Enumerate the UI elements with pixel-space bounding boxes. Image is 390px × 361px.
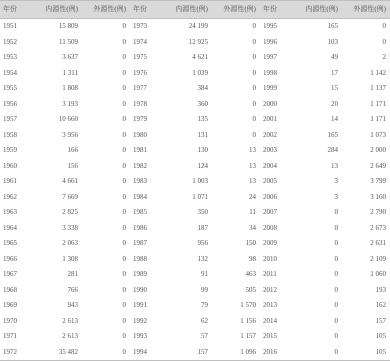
domestic-cell: 156 bbox=[67, 161, 78, 170]
domestic-cell: 131 bbox=[197, 130, 208, 139]
domestic-cell: 360 bbox=[197, 99, 208, 108]
table-row bbox=[0, 283, 390, 299]
year-cell: 2011 bbox=[263, 270, 277, 278]
table-row bbox=[0, 345, 390, 361]
table-header-row bbox=[0, 1, 390, 19]
year-cell: 2000 bbox=[263, 99, 277, 108]
foreign-cell: 0 bbox=[122, 316, 126, 325]
foreign-cell: 3 160 bbox=[370, 192, 386, 201]
year-cell: 2009 bbox=[263, 239, 277, 247]
domestic-cell: 284 bbox=[327, 146, 338, 154]
table-row bbox=[0, 252, 390, 268]
header-foreign: 外源性(例) bbox=[212, 1, 260, 19]
foreign-cell: 13 bbox=[249, 146, 256, 154]
year-cell: 1969 bbox=[3, 301, 17, 309]
domestic-cell: 956 bbox=[197, 239, 208, 247]
foreign-cell: 0 bbox=[122, 99, 126, 108]
foreign-cell: 0 bbox=[122, 161, 126, 170]
year-cell: 1976 bbox=[133, 68, 147, 77]
domestic-cell: 4 661 bbox=[62, 177, 78, 185]
domestic-cell: 24 199 bbox=[188, 22, 208, 30]
year-cell: 1997 bbox=[263, 53, 277, 61]
domestic-cell: 2 613 bbox=[62, 316, 78, 325]
domestic-cell: 281 bbox=[67, 270, 78, 278]
year-cell: 1995 bbox=[263, 22, 277, 30]
domestic-cell: 35 482 bbox=[38, 345, 82, 361]
table-row bbox=[0, 205, 390, 221]
table-row bbox=[0, 19, 390, 35]
year-cell: 1953 bbox=[3, 53, 17, 61]
foreign-cell: 11 bbox=[249, 208, 256, 216]
table-row bbox=[0, 267, 390, 283]
year-cell: 1979 bbox=[133, 115, 147, 123]
year-cell: 1958 bbox=[3, 130, 17, 139]
table-row bbox=[0, 236, 390, 252]
table-row bbox=[0, 329, 390, 345]
foreign-cell: 0 bbox=[122, 192, 126, 201]
header-foreign: 外源性(例) bbox=[82, 1, 130, 19]
year-cell: 1990 bbox=[133, 285, 147, 294]
header-year: 年份 bbox=[260, 1, 298, 19]
foreign-cell: 505 bbox=[245, 285, 256, 294]
year-cell: 1957 bbox=[3, 115, 17, 123]
domestic-cell: 0 bbox=[334, 239, 338, 247]
year-cell: 2014 bbox=[263, 316, 277, 325]
year-cell: 1975 bbox=[133, 53, 147, 61]
domestic-cell: 2 063 bbox=[62, 239, 78, 247]
year-cell: 1965 bbox=[3, 239, 17, 247]
domestic-cell: 943 bbox=[67, 301, 78, 309]
year-cell: 1986 bbox=[133, 223, 147, 232]
domestic-cell: 62 bbox=[201, 316, 208, 325]
year-cell: 1987 bbox=[133, 239, 147, 247]
table-row bbox=[0, 314, 390, 330]
foreign-cell: 105 bbox=[375, 332, 386, 340]
year-cell: 1996 bbox=[263, 37, 277, 46]
year-cell: 2010 bbox=[263, 254, 277, 263]
domestic-cell: 3 bbox=[334, 177, 338, 185]
domestic-cell: 1 071 bbox=[192, 192, 208, 201]
table-row bbox=[0, 81, 390, 97]
year-cell: 2013 bbox=[263, 301, 277, 309]
domestic-cell: 4 621 bbox=[192, 53, 208, 61]
foreign-cell: 1 570 bbox=[240, 301, 256, 309]
foreign-cell: 0 bbox=[122, 285, 126, 294]
foreign-cell: 2 673 bbox=[370, 223, 386, 232]
year-cell: 2012 bbox=[263, 285, 277, 294]
foreign-cell: 0 bbox=[122, 53, 126, 61]
domestic-cell: 130 bbox=[197, 146, 208, 154]
year-cell: 1988 bbox=[133, 254, 147, 263]
foreign-cell: 0 bbox=[122, 332, 126, 340]
foreign-cell: 0 bbox=[382, 22, 386, 30]
foreign-cell: 0 bbox=[382, 37, 386, 46]
foreign-cell: 0 bbox=[252, 115, 256, 123]
header-foreign: 外源性(例) bbox=[342, 1, 390, 19]
year-cell: 2016 bbox=[260, 345, 298, 361]
table-row bbox=[0, 66, 390, 82]
year-cell: 1977 bbox=[133, 84, 147, 92]
table-row bbox=[0, 35, 390, 51]
foreign-cell: 1 060 bbox=[370, 270, 386, 278]
domestic-cell: 0 bbox=[334, 332, 338, 340]
foreign-cell: 24 bbox=[249, 192, 256, 201]
year-cell: 2001 bbox=[263, 115, 277, 123]
domestic-cell: 0 bbox=[334, 223, 338, 232]
year-cell: 2005 bbox=[263, 177, 277, 185]
year-cell: 1971 bbox=[3, 332, 17, 340]
year-cell: 1980 bbox=[133, 130, 147, 139]
foreign-cell: 0 bbox=[122, 223, 126, 232]
header-domestic: 内源性(例) bbox=[298, 1, 342, 19]
year-cell: 1960 bbox=[3, 161, 17, 170]
foreign-cell: 2 649 bbox=[370, 161, 386, 170]
domestic-cell: 3 bbox=[334, 192, 338, 201]
table-row bbox=[0, 159, 390, 175]
foreign-cell: 0 bbox=[122, 208, 126, 216]
year-cell: 1967 bbox=[3, 270, 17, 278]
year-cell: 1956 bbox=[3, 99, 17, 108]
foreign-cell: 1 171 bbox=[370, 99, 386, 108]
table-row bbox=[0, 190, 390, 206]
foreign-cell: 0 bbox=[122, 115, 126, 123]
year-cell: 1973 bbox=[133, 22, 147, 30]
year-cell: 1952 bbox=[3, 37, 17, 46]
domestic-cell: 12 925 bbox=[188, 37, 208, 46]
foreign-cell: 0 bbox=[122, 22, 126, 30]
year-cell: 1959 bbox=[3, 146, 17, 154]
foreign-cell: 150 bbox=[245, 239, 256, 247]
foreign-cell: 2 631 bbox=[370, 239, 386, 247]
domestic-cell: 0 bbox=[334, 285, 338, 294]
table-row bbox=[0, 112, 390, 128]
foreign-cell: 1 096 bbox=[212, 345, 260, 361]
foreign-cell: 0 bbox=[252, 84, 256, 92]
domestic-cell: 10 660 bbox=[58, 115, 78, 123]
foreign-cell: 0 bbox=[122, 301, 126, 309]
foreign-cell: 0 bbox=[122, 239, 126, 247]
domestic-cell: 14 bbox=[331, 115, 338, 123]
table-row bbox=[0, 298, 390, 314]
domestic-cell: 135 bbox=[197, 115, 208, 123]
domestic-cell: 79 bbox=[201, 301, 208, 309]
domestic-cell: 20 bbox=[331, 99, 338, 108]
foreign-cell: 34 bbox=[249, 223, 256, 232]
domestic-cell: 49 bbox=[331, 53, 338, 61]
year-cell: 1963 bbox=[3, 208, 17, 216]
foreign-cell: 1 157 bbox=[240, 332, 256, 340]
domestic-cell: 0 bbox=[334, 301, 338, 309]
year-cell: 1984 bbox=[133, 192, 147, 201]
table-row bbox=[0, 97, 390, 113]
domestic-cell: 1 311 bbox=[62, 68, 78, 77]
foreign-cell: 1 137 bbox=[370, 84, 386, 92]
table-row bbox=[0, 221, 390, 237]
domestic-cell: 350 bbox=[197, 208, 208, 216]
domestic-cell: 1 039 bbox=[192, 68, 208, 77]
year-cell: 1968 bbox=[3, 285, 17, 294]
foreign-cell: 3 799 bbox=[370, 177, 386, 185]
domestic-cell: 157 bbox=[168, 345, 212, 361]
header-year: 年份 bbox=[130, 1, 168, 19]
year-cell: 1993 bbox=[133, 332, 147, 340]
domestic-cell: 0 bbox=[298, 345, 342, 361]
foreign-cell: 0 bbox=[122, 68, 126, 77]
year-cell: 1961 bbox=[3, 177, 17, 185]
foreign-cell: 463 bbox=[245, 270, 256, 278]
year-cell: 1985 bbox=[133, 208, 147, 216]
year-cell: 1994 bbox=[130, 345, 168, 361]
year-cell: 1991 bbox=[133, 301, 147, 309]
domestic-cell: 766 bbox=[67, 285, 78, 294]
foreign-cell: 0 bbox=[252, 53, 256, 61]
year-cell: 1970 bbox=[3, 316, 17, 325]
foreign-cell: 13 bbox=[249, 161, 256, 170]
foreign-cell: 0 bbox=[252, 37, 256, 46]
foreign-cell: 0 bbox=[122, 130, 126, 139]
foreign-cell: 2 bbox=[382, 53, 386, 61]
foreign-cell: 0 bbox=[122, 146, 126, 154]
domestic-cell: 166 bbox=[67, 146, 78, 154]
table-row bbox=[0, 143, 390, 159]
foreign-cell: 2 109 bbox=[370, 254, 386, 263]
foreign-cell: 0 bbox=[122, 177, 126, 185]
domestic-cell: 3 193 bbox=[62, 99, 78, 108]
year-cell: 2004 bbox=[263, 161, 277, 170]
domestic-cell: 3 956 bbox=[62, 130, 78, 139]
year-cell: 1954 bbox=[3, 68, 17, 77]
domestic-cell: 57 bbox=[201, 332, 208, 340]
year-cell: 2015 bbox=[263, 332, 277, 340]
table-row bbox=[0, 174, 390, 190]
year-cell: 2003 bbox=[263, 146, 277, 154]
foreign-cell: 0 bbox=[122, 254, 126, 263]
foreign-cell: 0 bbox=[122, 84, 126, 92]
foreign-cell: 0 bbox=[252, 68, 256, 77]
foreign-cell: 1 142 bbox=[370, 68, 386, 77]
domestic-cell: 15 809 bbox=[58, 22, 78, 30]
foreign-cell: 0 bbox=[82, 345, 130, 361]
domestic-cell: 3 338 bbox=[62, 223, 78, 232]
domestic-cell: 0 bbox=[334, 270, 338, 278]
year-cell: 1999 bbox=[263, 84, 277, 92]
year-cell: 2008 bbox=[263, 223, 277, 232]
domestic-cell: 0 bbox=[334, 208, 338, 216]
foreign-cell: 0 bbox=[122, 37, 126, 46]
foreign-cell: 193 bbox=[375, 285, 386, 294]
foreign-cell: 162 bbox=[375, 301, 386, 309]
year-cell: 1955 bbox=[3, 84, 17, 92]
header-domestic: 内源性(例) bbox=[168, 1, 212, 19]
header-year: 年份 bbox=[0, 1, 38, 19]
year-cell: 1962 bbox=[3, 192, 17, 201]
foreign-cell: 105 bbox=[342, 345, 390, 361]
year-cell: 1964 bbox=[3, 223, 17, 232]
year-cell: 2006 bbox=[263, 192, 277, 201]
domestic-cell: 165 bbox=[327, 130, 338, 139]
domestic-cell: 0 bbox=[334, 316, 338, 325]
domestic-cell: 384 bbox=[197, 84, 208, 92]
year-cell: 2002 bbox=[263, 130, 277, 139]
year-cell: 1981 bbox=[133, 146, 147, 154]
year-cell: 1992 bbox=[133, 316, 147, 325]
year-cell: 1998 bbox=[263, 68, 277, 77]
domestic-cell: 0 bbox=[334, 254, 338, 263]
domestic-cell: 7 669 bbox=[62, 192, 78, 201]
domestic-cell: 2 613 bbox=[62, 332, 78, 340]
domestic-cell: 99 bbox=[201, 285, 208, 294]
foreign-cell: 13 bbox=[249, 177, 256, 185]
domestic-cell: 15 bbox=[331, 84, 338, 92]
foreign-cell: 0 bbox=[252, 130, 256, 139]
year-cell: 1989 bbox=[133, 270, 147, 278]
domestic-cell: 1 308 bbox=[62, 254, 78, 263]
year-cell: 1983 bbox=[133, 177, 147, 185]
table-row bbox=[0, 50, 390, 66]
domestic-cell: 11 509 bbox=[59, 37, 78, 46]
year-cell: 1982 bbox=[133, 161, 147, 170]
domestic-cell: 103 bbox=[327, 37, 338, 46]
foreign-cell: 1 073 bbox=[370, 130, 386, 139]
foreign-cell: 0 bbox=[252, 99, 256, 108]
foreign-cell: 0 bbox=[122, 270, 126, 278]
year-cell: 1978 bbox=[133, 99, 147, 108]
header-domestic: 内源性(例) bbox=[38, 1, 82, 19]
domestic-cell: 165 bbox=[327, 22, 338, 30]
domestic-cell: 3 637 bbox=[62, 53, 78, 61]
year-cell: 1951 bbox=[3, 22, 17, 30]
foreign-cell: 1 156 bbox=[240, 316, 256, 325]
foreign-cell: 2 790 bbox=[370, 208, 386, 216]
domestic-cell: 91 bbox=[201, 270, 208, 278]
foreign-cell: 1 171 bbox=[370, 115, 386, 123]
year-cell: 2007 bbox=[263, 208, 277, 216]
domestic-cell: 132 bbox=[197, 254, 208, 263]
domestic-cell: 124 bbox=[197, 161, 208, 170]
year-cell: 1974 bbox=[133, 37, 147, 46]
year-cell: 1966 bbox=[3, 254, 17, 263]
domestic-cell: 17 bbox=[331, 68, 338, 77]
foreign-cell: 0 bbox=[252, 22, 256, 30]
year-cell: 1972 bbox=[0, 345, 38, 361]
domestic-cell: 13 bbox=[331, 161, 338, 170]
domestic-cell: 2 825 bbox=[62, 208, 78, 216]
domestic-cell: 187 bbox=[197, 223, 208, 232]
table-body bbox=[0, 19, 390, 361]
foreign-cell: 157 bbox=[375, 316, 386, 325]
foreign-cell: 98 bbox=[249, 254, 256, 263]
domestic-cell: 1 003 bbox=[192, 177, 208, 185]
domestic-cell: 1 808 bbox=[62, 84, 78, 92]
foreign-cell: 2 000 bbox=[370, 146, 386, 154]
table-row bbox=[0, 128, 390, 144]
